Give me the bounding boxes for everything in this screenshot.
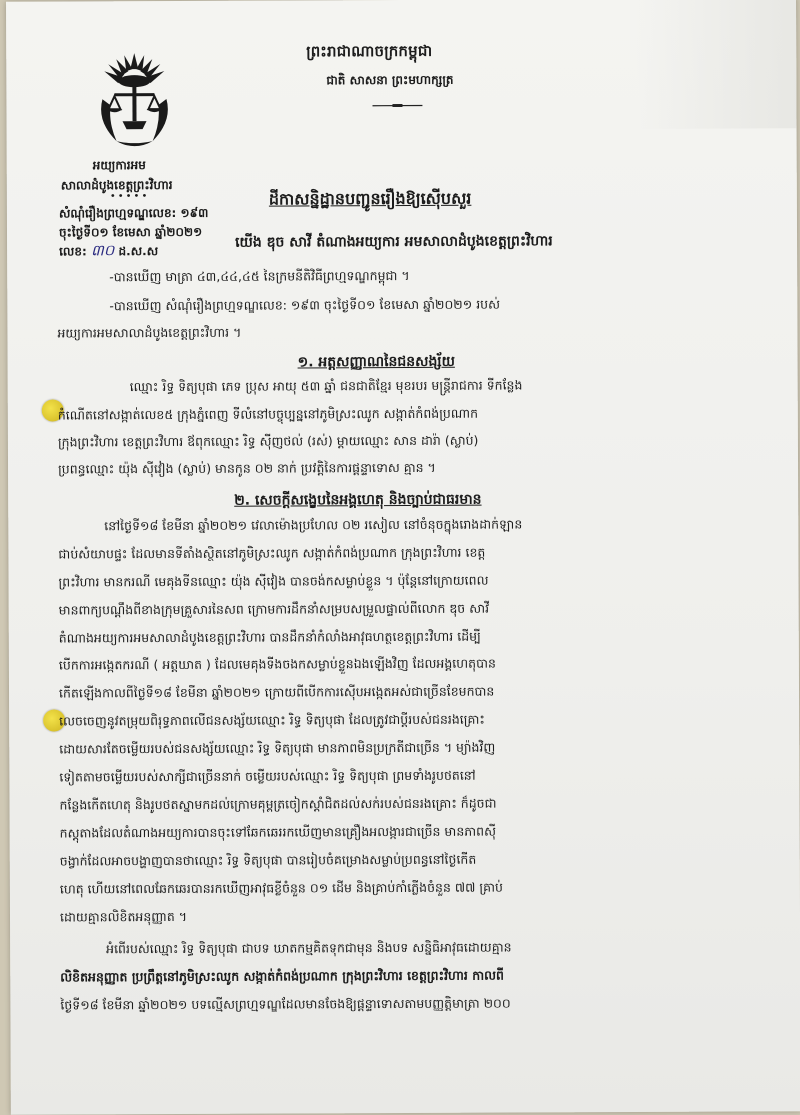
national-motto: ជាតិ សាសនា ព្រះមហាក្សត្រ: [326, 72, 454, 88]
case-number: សំណុំរឿងព្រហ្មទណ្ឌលេខ: ១៩៣: [58, 205, 209, 221]
section-2-para2-line: លិខិតអនុញ្ញាត ប្រព្រឹត្តនៅភូមិស្រះឈូក សង្កាត់កំពង់ប្រណាក ក្រុងព្រះវិហារ ខេត្តព្រះវិហារ កាលពី: [60, 967, 504, 985]
section-1-line: ឈ្មោះ រិទ្ធ ទិត្យបុផា ភេទ ប្រុស អាយុ ៥៣ ឆ្នាំ ជនជាតិខ្មែរ មុខរបរ មន្ត្រីរាជការ ទីកន្លែង: [129, 377, 523, 395]
reference-prefix: លេខ:: [59, 244, 91, 259]
intro-line: អយ្យការអមសាលាដំបូងខេត្តព្រះវិហារ ។: [57, 324, 242, 341]
section-2-line: ជាប់សំយាបផ្ទះ ដែលមានទីតាំងស្ថិតនៅភូមិស្រះឈូក សង្កាត់កំពង់ប្រណាក ក្រុងព្រះវិហារ ខេត្ត: [58, 544, 486, 562]
section-2-line: កន្លែងកើតហេតុ និងរូបថតស្នាមកដល់ក្រោមគុម្ពត្រចៀកស្តាំជិតដល់សក់របស់ជនរងគ្រោះ ក៏ដូចជា: [59, 795, 497, 813]
reference-number: [59, 241, 158, 263]
reference-handwritten: ៣០: [90, 241, 115, 260]
section-2-line: ដោយសារតែចម្លើយរបស់ជនសង្ស័យឈ្មោះ រិទ្ធ ទិត្យបុផា មានភាពមិនប្រក្រតីជាច្រើន ។ ម្យ៉ាងវិញ: [59, 739, 496, 757]
kingdom-heading: ព្រះរាជាណាចក្រកម្ពុជា: [306, 41, 433, 61]
page-edge-shadow: [636, 0, 797, 129]
court-office: សាលាដំបូងខេត្តព្រះវិហារ: [60, 177, 173, 193]
section-1-line: កំណើតនៅសង្កាត់លេខ៥ ក្រុងភ្នំពេញ ទីលំនៅបច្ចុប្បន្ននៅភូមិស្រះឈូក សង្កាត់កំពង់ប្រណាក: [57, 405, 479, 423]
section-2-line: មានពាក្យបណ្តឹងពីខាងក្រុមគ្រួសារនៃសព ក្រោមការដឹកនាំសម្របសម្រួលផ្ទាល់ពីលោក ឌុច សាវី: [58, 600, 490, 618]
section-2-line: បើកការអង្កេតករណី ( អត្តឃាត ) ដែលមេគុងទីងចងកសម្លាប់ខ្លួនឯងឡើងវិញ ដែលអង្គហេតុបាន: [58, 655, 496, 673]
document-title: ដីកាសន្និដ្ឋានបញ្ជូនរឿងឱ្យស៊ើបសួរ: [268, 188, 472, 209]
section-1-line: ក្រុងព្រះវិហារ ខេត្តព្រះវិហារ ឪពុកឈ្មោះ រិទ្ធ ស៊ីញថល់ (រស់) ម្តាយឈ្មោះ សាន ដារ៉ា (ស្លាប់): [57, 432, 479, 450]
section-2-line: ទៀតតាមចម្លើយរបស់សាក្សីជាច្រើននាក់ ចម្លើយរបស់ឈ្មោះ រិទ្ធ ទិត្យបុផា ព្រមទាំងរូបថតនៅ: [59, 767, 476, 785]
section-2-line: កើតឡើងកាលពីថ្ងៃទី១៨ ខែមីនា ឆ្នាំ២០២១ ក្រោយពីបើកការស៊ើបអង្កេតអស់ជាច្រើនខែមកបាន: [58, 683, 495, 701]
issuer-statement: យើង ឌុច សាវី តំណាងអយ្យការ អមសាលាដំបូងខេត្តព្រះវិហារ: [235, 233, 553, 251]
intro-line: -បានឃើញ មាត្រា ៤៣,៤៤,៤៥ នៃក្រមនីតិវិធីព្រហ្មទណ្ឌកម្ពុជា ។: [109, 267, 410, 285]
document-page: [6, 0, 800, 1115]
section-2-title: ២. សេចក្តីសង្ខេបនៃអង្គហេតុ និងច្បាប់ជាធរមាន: [234, 491, 482, 509]
section-2-line: លេចចេញនូវតម្រុយពិរុទ្ធភាពលើជនសង្ស័យឈ្មោះ រិទ្ធ ទិត្យបុផា ដែលត្រូវជាប្តីរបស់ជនរងគ្រោះ: [59, 711, 485, 729]
section-2-para2-line: អំពើរបស់ឈ្មោះ រិទ្ធ ទិត្យបុផា ជាបទ ឃាតកម្មគិតទុកជាមុន និងបទ សន្និធិអាវុធដោយគ្មាន: [106, 939, 512, 957]
ornament-divider: [372, 104, 422, 107]
dotted-ornament: •••••: [109, 191, 150, 203]
section-2-line: តំណាងអយ្យការអមសាលាដំបូងខេត្តព្រះវិហារ បានដឹកនាំកំលាំងអាវុធហត្ថខេត្តព្រះវិហារ ដើម្បី: [58, 628, 481, 646]
section-2-line: ចង្វាក់ដែលអាចបង្ហាញបានថាឈ្មោះ រិទ្ធ ទិត្យបុផា បានរៀបចំគម្រោងសម្លាប់ប្រពន្ធនៅថ្ងៃកើត: [59, 851, 477, 869]
intro-line: -បានឃើញ សំណុំរឿងព្រហ្មទណ្ឌលេខ: ១៩៣ ចុះថ្ងៃទី០១ ខែមេសា ឆ្នាំ២០២១ របស់: [109, 296, 501, 314]
section-2-line: ព្រះវិហារ មានករណី មេគុងទីនឈ្មោះ យ៉ុង ស៊ីវៀង បានចង់កសម្លាប់ខ្លួន ។ ប៉ុន្តែនៅក្រោយពេល: [58, 572, 489, 590]
section-2-line: នៅថ្ងៃទី១៨ ខែមីនា ឆ្នាំ២០២១ វេលាម៉ោងប្រហែល ០២ រសៀល នៅចំនុចក្នុងរោងដាក់ឡាន: [104, 516, 523, 534]
section-2-line: ហេតុ ហើយនៅពេលឆែកឆេរបានរកឃើញអាវុធខ្លីចំនួន ០១ ដើម និងគ្រាប់កាំភ្លើងចំនួន ៧៧ គ្រាប់: [59, 879, 503, 897]
section-2-para2-line: ថ្ងៃទី១៨ ខែមីនា ឆ្នាំ២០២១ បទល្មើសព្រហ្មទណ្ឌដែលមានចែងឱ្យផ្តន្ទាទោសតាមបញ្ញត្តិមាត្រា ២០០: [60, 995, 511, 1013]
court-emblem-icon: [94, 49, 174, 154]
section-2-line: កស្តុតាងដែលតំណាងអយ្យការបានចុះទៅឆែកឆេររកឃើញមានគ្រឿងអលង្ការជាច្រើន មានភាពស៊ី: [59, 823, 497, 841]
case-date: ចុះថ្ងៃទី០១ ខែមេសា ឆ្នាំ២០២១: [58, 224, 203, 240]
reference-suffix: ដ.ស.ស: [114, 244, 159, 259]
court-name: អយ្យការអម: [92, 158, 146, 173]
section-2-line: ដោយគ្មានលិខិតអនុញ្ញាត ។: [59, 908, 188, 925]
section-1-title: ១. អត្តសញ្ញាណនៃជនសង្ស័យ: [297, 353, 455, 371]
section-1-line: ប្រពន្ធឈ្មោះ យ៉ុង ស៊ីវៀង (ស្លាប់) មានកូន ០២ នាក់ ប្រវត្តិនៃការផ្តន្ទាទោស គ្មាន ។: [58, 459, 436, 477]
